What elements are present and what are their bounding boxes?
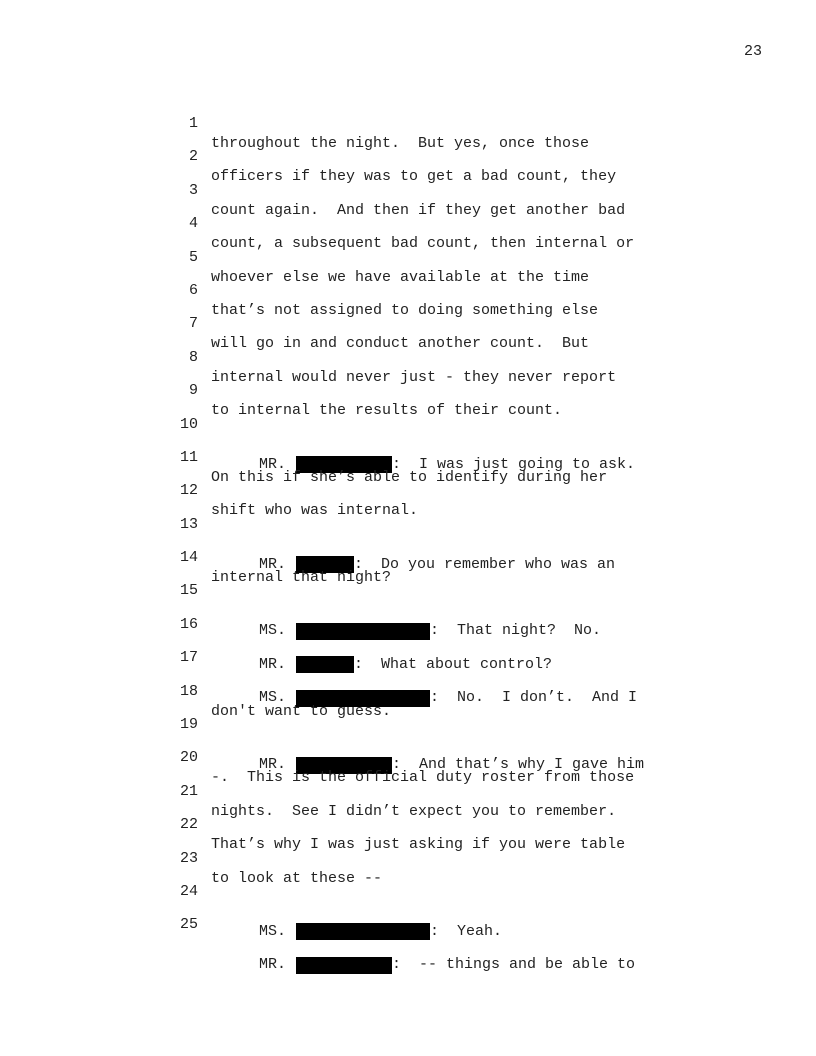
line-text: count again. And then if they get another bad <box>211 201 626 219</box>
transcript-line-9 <box>170 361 690 420</box>
redaction-bar <box>296 957 392 974</box>
line-number: 24 <box>179 882 198 900</box>
line-number: 9 <box>188 382 198 400</box>
transcript-line-1 <box>170 94 690 152</box>
line-text: internal that night? <box>211 569 392 587</box>
speaker-title: MR. <box>259 655 287 673</box>
speaker-title: MS. <box>259 689 287 707</box>
transcript-line-4 <box>170 194 690 253</box>
line-text: shift who was internal. <box>211 502 419 520</box>
transcript-line-8 <box>170 328 690 386</box>
line-text: to look at these -- <box>211 869 383 887</box>
line-number: 18 <box>179 682 198 700</box>
line-text: internal would never just - they never report <box>211 368 617 386</box>
line-text: -. This is the official duty roster from those <box>211 769 635 787</box>
line-number: 1 <box>188 115 198 132</box>
line-number: 5 <box>188 248 198 266</box>
line-text: That’s why I was just asking if you were table <box>211 836 626 854</box>
line-text: that’s not assigned to doing something else <box>211 301 599 319</box>
line-number: 15 <box>179 582 198 600</box>
transcript-line-2 <box>170 127 690 186</box>
line-number: 23 <box>179 849 198 867</box>
line-number: 20 <box>179 749 198 767</box>
line-text: : I was just going to ask. <box>392 455 636 473</box>
line-number: 22 <box>179 816 198 834</box>
line-text: officers if they was to get a bad count, they <box>211 168 617 186</box>
transcript-line-21 <box>170 762 690 820</box>
transcript-line-7 <box>170 294 690 353</box>
speaker-title: MR. <box>259 555 287 573</box>
line-number: 19 <box>179 716 198 734</box>
line-number: 3 <box>188 181 198 199</box>
transcript-body <box>170 94 690 974</box>
line-text: : That night? No. <box>430 622 602 640</box>
speaker-title: MS. <box>259 622 287 640</box>
line-number: 12 <box>179 482 198 500</box>
speaker-title: MR. <box>259 756 287 774</box>
line-text: : Do you remember who was an <box>354 555 616 573</box>
line-text: don't want to guess. <box>211 702 392 720</box>
page-number: 23 <box>743 43 762 60</box>
speaker-title: MR. <box>259 956 287 974</box>
line-text: whoever else we have available at the time <box>211 268 590 286</box>
speaker-label <box>259 955 635 975</box>
line-number: 17 <box>179 649 198 667</box>
line-number: 8 <box>188 348 198 366</box>
line-number: 6 <box>188 281 198 299</box>
line-text: : Yeah. <box>430 922 503 940</box>
line-text: : And that’s why I gave him <box>392 756 645 774</box>
line-number: 2 <box>188 148 198 166</box>
transcript-line-5 <box>170 228 690 286</box>
line-text: nights. See I didn’t expect you to remember. <box>211 802 617 820</box>
line-text: throughout the night. But yes, once those <box>211 135 590 152</box>
transcript-line-22 <box>170 795 690 854</box>
transcript-line-12 <box>170 461 690 520</box>
line-text: to internal the results of their count. <box>211 402 563 420</box>
line-number: 10 <box>179 415 198 433</box>
line-number: 7 <box>188 315 198 333</box>
speaker-title: MR. <box>259 455 287 473</box>
transcript-line-6 <box>170 261 690 319</box>
transcript-line-23 <box>170 829 690 887</box>
line-number: 11 <box>179 448 198 466</box>
line-text: will go in and conduct another count. But <box>211 335 590 353</box>
line-text: : -- things and be able to <box>392 956 636 974</box>
line-number: 14 <box>179 549 198 567</box>
line-number: 21 <box>179 782 198 800</box>
line-number: 25 <box>179 916 198 934</box>
line-text: : No. I don’t. And I <box>430 689 638 707</box>
line-text: On this if she’s able to identify during her <box>211 468 608 486</box>
line-text: count, a subsequent bad count, then internal or <box>211 235 635 253</box>
line-number: 13 <box>179 515 198 533</box>
line-text: : What about control? <box>354 655 553 673</box>
line-number: 16 <box>179 615 198 633</box>
line-number: 4 <box>188 215 198 233</box>
transcript-line-3 <box>170 161 690 219</box>
speaker-title: MS. <box>259 922 287 940</box>
